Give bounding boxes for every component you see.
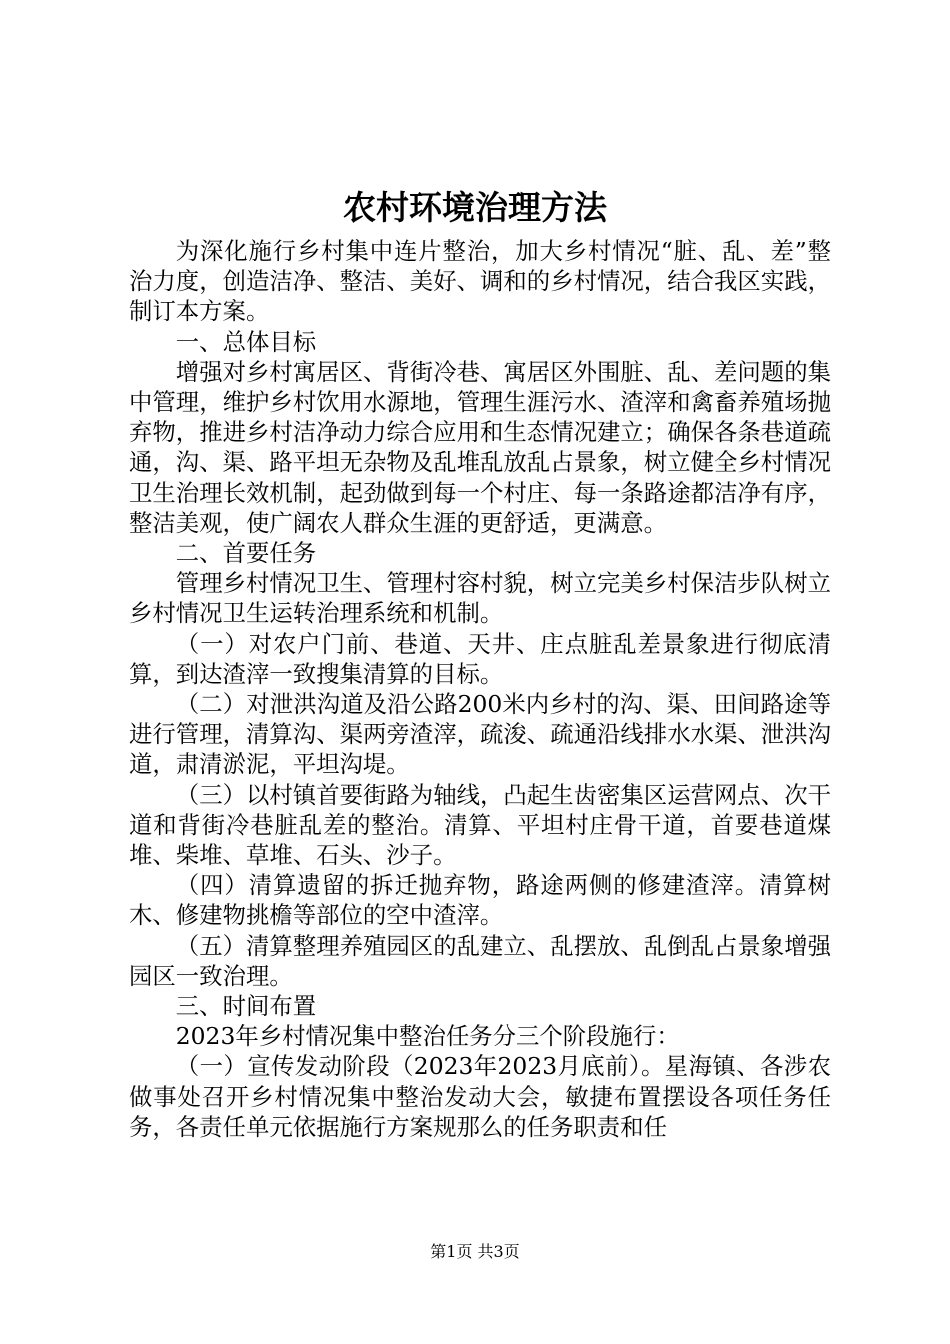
heading-main-tasks: 二、首要任务 bbox=[175, 539, 317, 568]
document-title: 农村环境治理方法 bbox=[343, 188, 607, 227]
task-item-2: （二）对泄洪沟道及沿公路200米内乡村的沟、渠、田间路途等进行管理，清算沟、渠两旁渣滓，疏浚、疏通沿线排水水渠、泄洪沟道，肃清淤泥，平坦沟堤。 bbox=[129, 690, 831, 779]
paragraph-overall-goal: 增强对乡村寓居区、背街冷巷、寓居区外围脏、乱、差问题的集中管理，维护乡村饮用水源地，管理生涯污水、渣滓和禽畜养殖场抛弃物，推进乡村洁净动力综合应用和生态情况建立；确保各条巷道疏通，沟、渠、路平坦无杂物及乱堆乱放乱占景象，树立健全乡村情况卫生治理长效机制，起劲做到每一个村庄、每一条路途都洁净有序，整洁美观，使广阔农人群众生涯的更舒适，更满意。 bbox=[129, 357, 831, 537]
paragraph-main-tasks: 管理乡村情况卫生、管理村容村貌，树立完美乡村保洁步队树立乡村情况卫生运转治理系统和机制。 bbox=[129, 569, 831, 628]
heading-overall-goal: 一、总体目标 bbox=[175, 327, 317, 356]
task-item-1: （一）对农户门前、巷道、天井、庄点脏乱差景象进行彻底清算，到达渣滓一致搜集清算的目标。 bbox=[129, 629, 831, 688]
paragraph-schedule: 2023年乡村情况集中整治任务分三个阶段施行： bbox=[175, 1022, 680, 1051]
document-body bbox=[129, 236, 831, 1142]
schedule-stage-1: （一）宣传发动阶段（2023年2023月底前）。星海镇、各涉农做事处召开乡村情况集中整治发动大会，敏捷布置摆设各项任务任务，各责任单元依据施行方案规那么的任务职责和任 bbox=[129, 1052, 831, 1141]
task-item-5: （五）清算整理养殖园区的乱建立、乱摆放、乱倒乱占景象增强园区一致治理。 bbox=[129, 931, 831, 990]
task-item-4: （四）清算遗留的拆迁抛弃物，路途两侧的修建渣滓。清算树木、修建物挑檐等部位的空中渣滓。 bbox=[129, 871, 831, 930]
task-item-3: （三）以村镇首要街路为轴线，凸起生齿密集区运营网点、次干道和背街冷巷脏乱差的整治。清算、平坦村庄骨干道，首要巷道煤堆、柴堆、草堆、石头、沙子。 bbox=[129, 780, 831, 870]
paragraph-intro: 为深化施行乡村集中连片整治，加大乡村情况“脏、乱、差”整治力度，创造洁净、整洁、美好、调和的乡村情况，结合我区实践，制订本方案。 bbox=[129, 237, 831, 326]
page-footer: 第1页 共3页 bbox=[430, 1242, 520, 1261]
heading-schedule: 三、时间布置 bbox=[175, 992, 317, 1021]
